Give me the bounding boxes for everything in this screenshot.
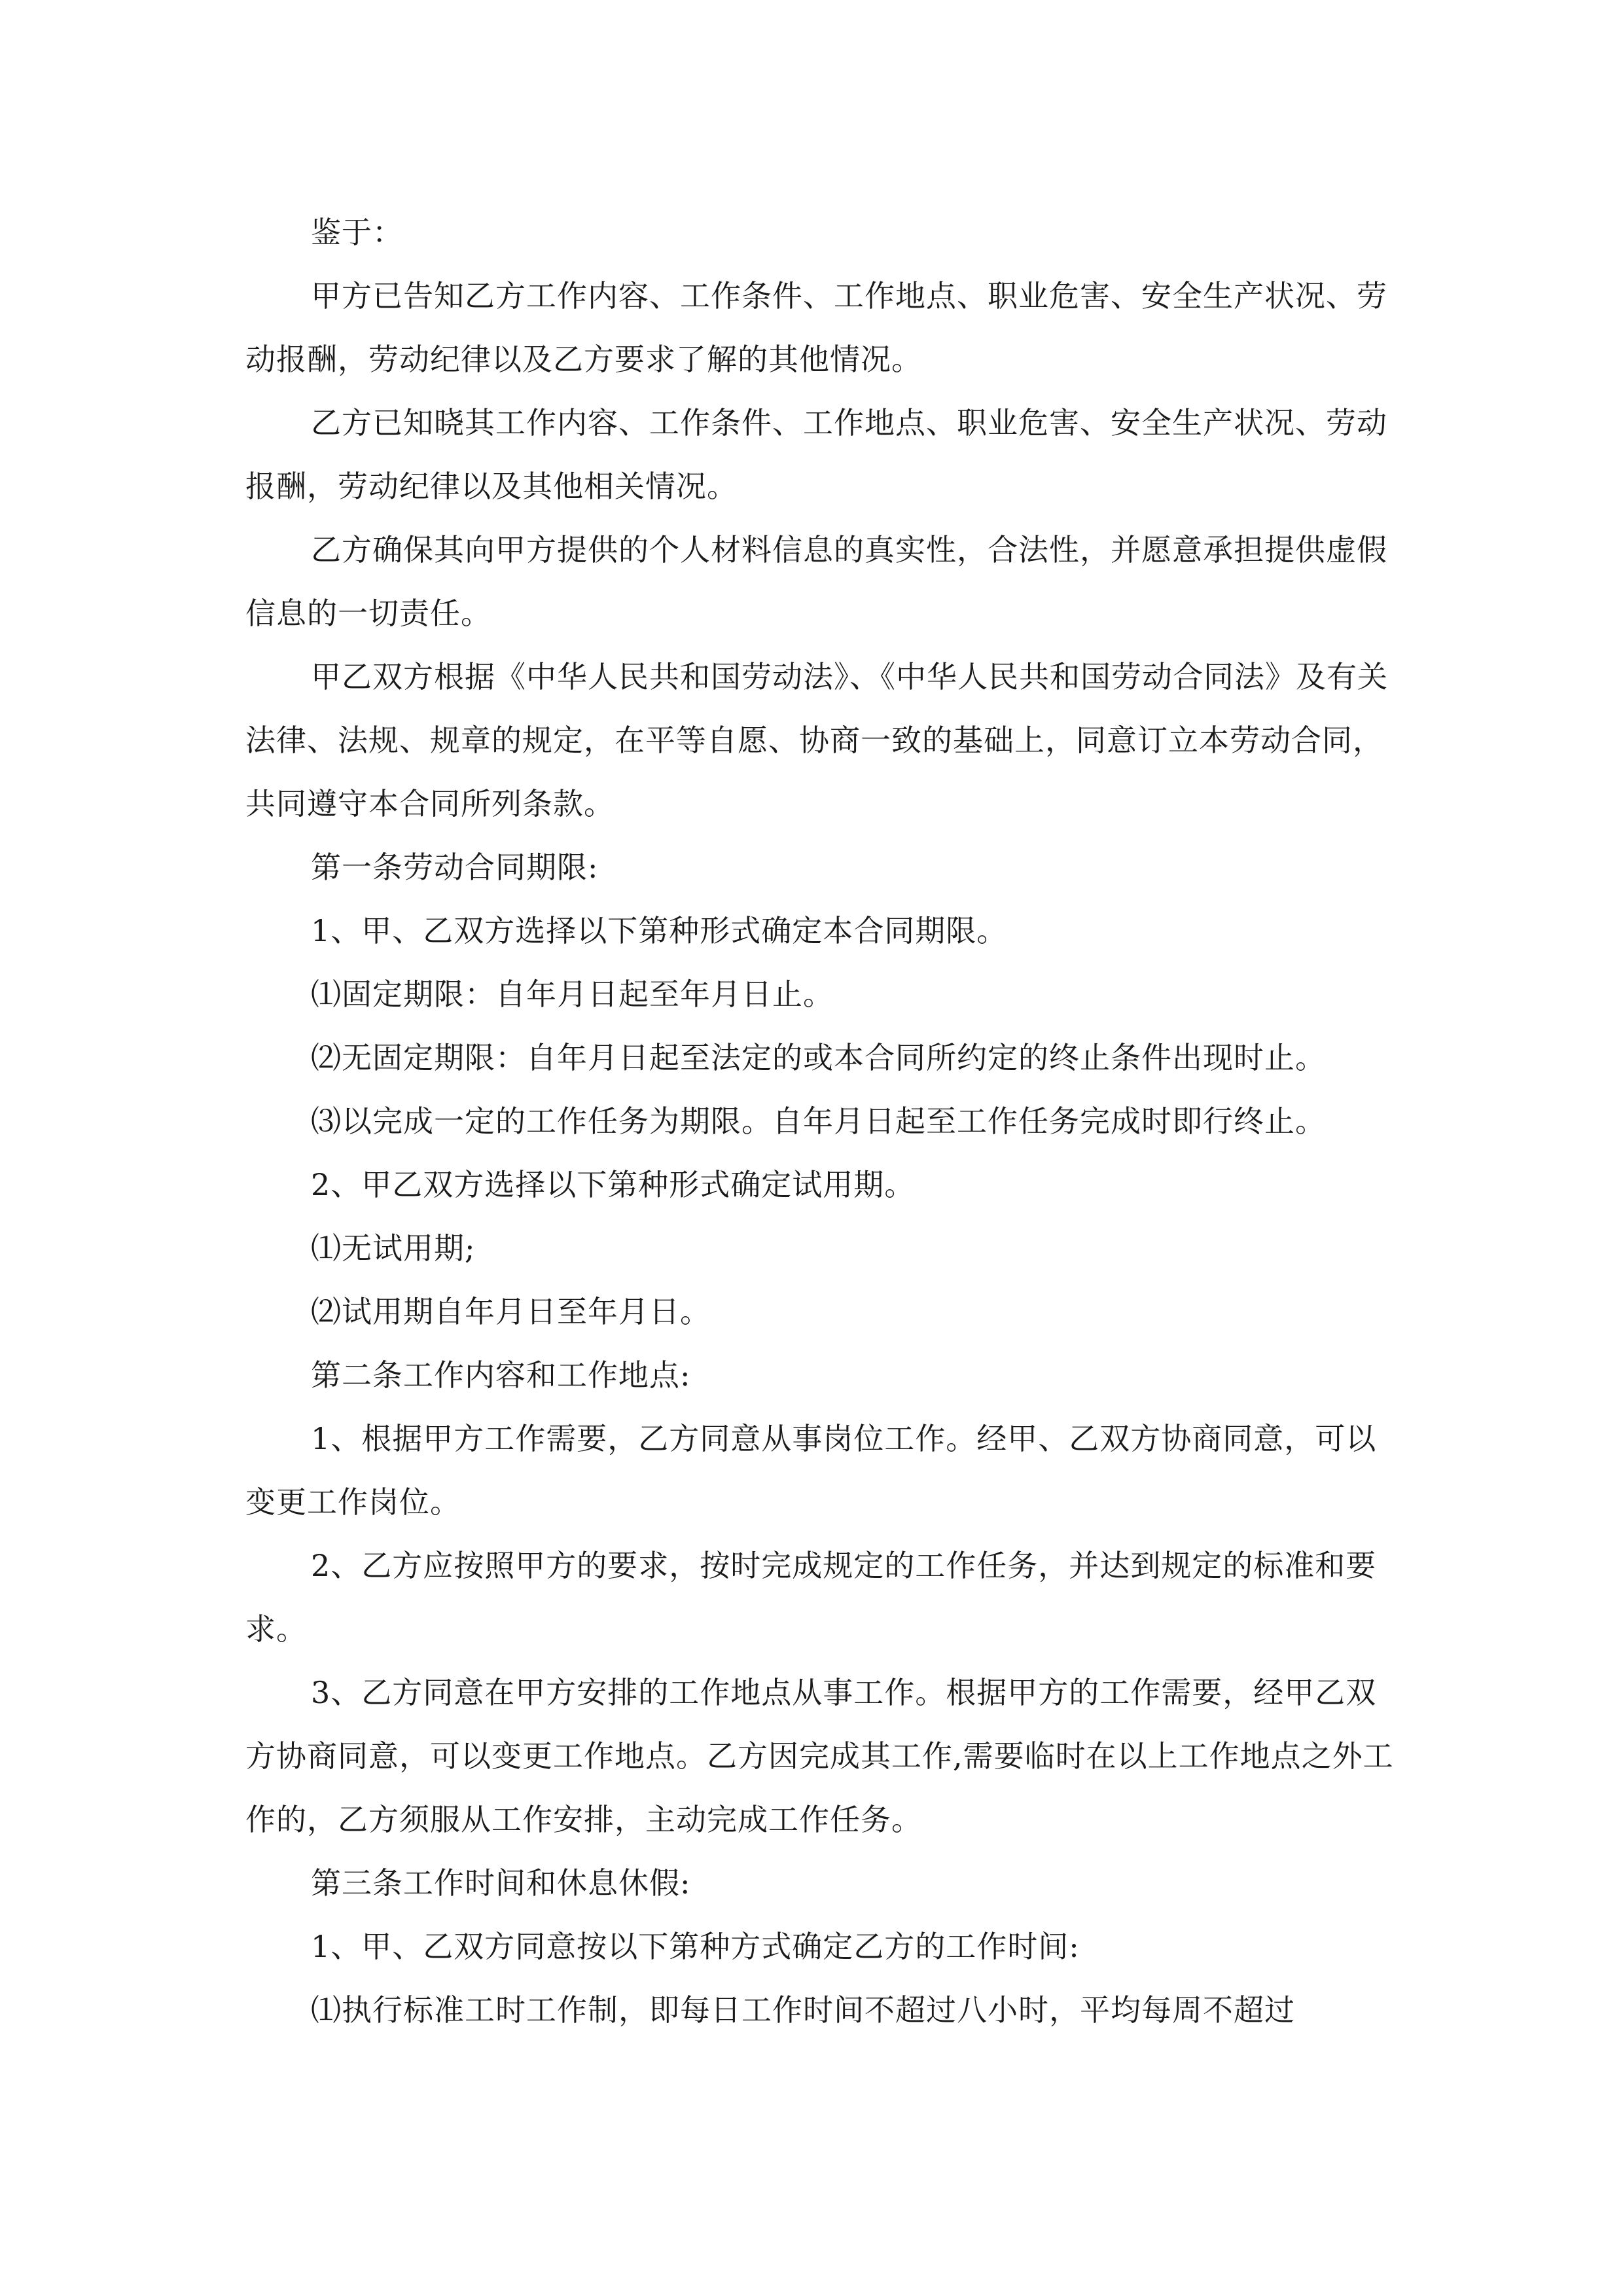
- document-body: [245, 201, 1397, 2042]
- article-1-clause-2-option-1: ⑴无试用期;: [311, 1230, 476, 1266]
- article-1-clause-1: 1、甲、乙双方选择以下第种形式确定本合同期限。: [311, 913, 1008, 948]
- article-1-clause-2: 2、甲乙双方选择以下第种形式确定试用期。: [311, 1167, 916, 1202]
- article-3-heading: 第三条工作时间和休息休假:: [311, 1865, 691, 1901]
- article-1-clause-2-option-2: ⑵试用期自年月日至年月日。: [311, 1294, 711, 1329]
- paragraph-party-b-guarantee: 乙方确保其向甲方提供的个人材料信息的真实性，合法性，并愿意承担提供虚假信息的一切责任。: [245, 532, 1387, 631]
- article-2-heading: 第二条工作内容和工作地点:: [311, 1357, 691, 1393]
- article-1-heading: 第一条劳动合同期限:: [311, 850, 599, 885]
- article-2-clause-3: 3、乙方同意在甲方安排的工作地点从事工作。根据甲方的工作需要，经甲乙双方协商同意，可以变更工作地点。乙方因完成其工作,需要临时在以上工作地点之外工作的，乙方须服从工作安排，主动完成工作任务。: [245, 1675, 1394, 1837]
- article-3-clause-1-option-1: ⑴执行标准工时工作制，即每日工作时间不超过八小时，平均每周不超过: [311, 1992, 1295, 2028]
- paragraph-party-b-acknowledgement: 乙方已知晓其工作内容、工作条件、工作地点、职业危害、安全生产状况、劳动报酬，劳动纪律以及其他相关情况。: [245, 405, 1387, 504]
- article-1-clause-1-option-2: ⑵无固定期限：自年月日起至法定的或本合同所约定的终止条件出现时止。: [311, 1040, 1326, 1075]
- article-2-clause-1: 1、根据甲方工作需要，乙方同意从事岗位工作。经甲、乙双方协商同意，可以变更工作岗位。: [245, 1421, 1377, 1520]
- article-3-clause-1: 1、甲、乙双方同意按以下第种方式确定乙方的工作时间:: [311, 1929, 1080, 1964]
- paragraph-legal-basis: 甲乙双方根据《中华人民共和国劳动法》、《中华人民共和国劳动合同法》及有关法律、法规、规章的规定，在平等自愿、协商一致的基础上，同意订立本劳动合同，共同遵守本合同所列条款。: [245, 659, 1388, 821]
- article-1-clause-1-option-3: ⑶以完成一定的工作任务为期限。自年月日起至工作任务完成时即行终止。: [311, 1103, 1326, 1139]
- article-2-clause-2: 2、乙方应按照甲方的要求，按时完成规定的工作任务，并达到规定的标准和要求。: [245, 1548, 1377, 1647]
- article-1-clause-1-option-1: ⑴固定期限：自年月日起至年月日止。: [311, 977, 834, 1012]
- paragraph-preamble-heading: 鉴于：: [311, 215, 403, 250]
- paragraph-party-a-disclosure: 甲方已告知乙方工作内容、工作条件、工作地点、职业危害、安全生产状况、劳动报酬，劳动纪律以及乙方要求了解的其他情况。: [245, 278, 1387, 377]
